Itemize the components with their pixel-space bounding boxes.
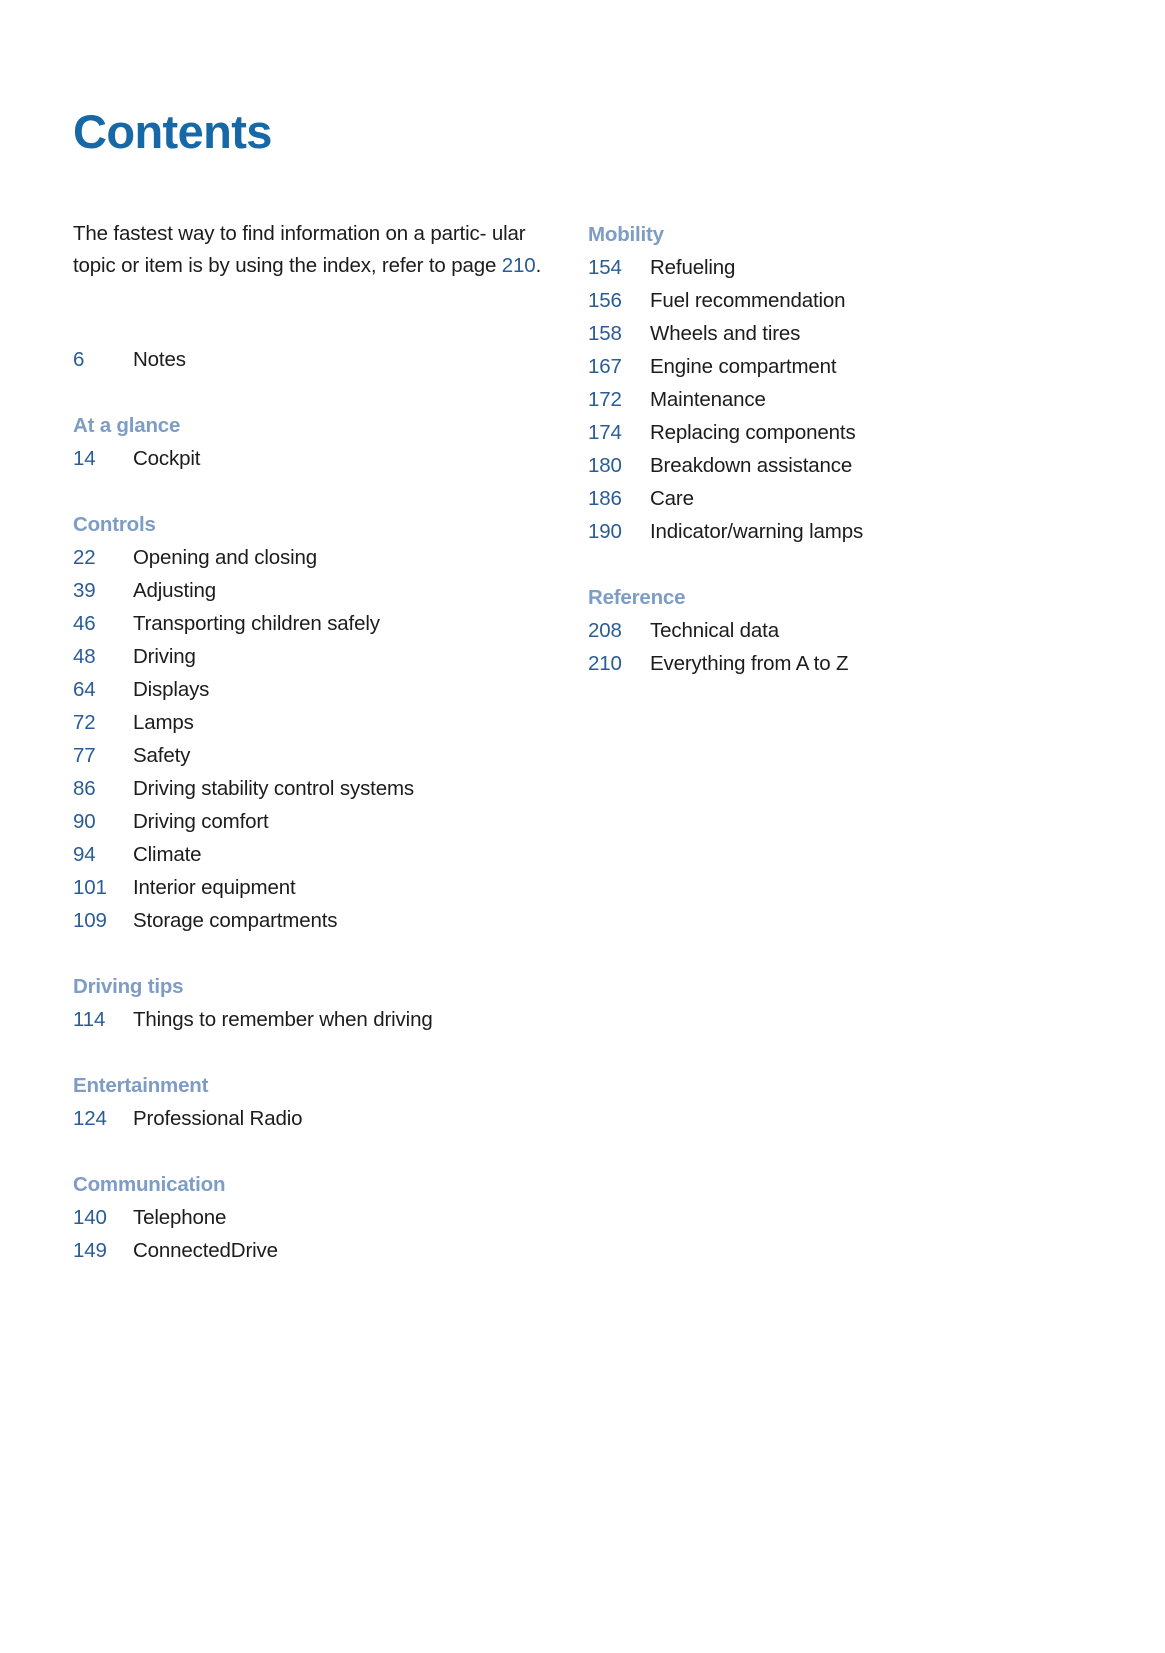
toc-entry-page-number: 156 [588, 289, 622, 312]
toc-entry-label: Cockpit [133, 447, 201, 470]
spacer [73, 1036, 551, 1069]
toc-entry-label: Climate [133, 843, 202, 866]
toc-entry-page-number: 186 [588, 487, 622, 510]
toc-entry-page-number: 124 [73, 1107, 107, 1130]
toc-entry[interactable] [588, 350, 1068, 383]
toc-entry[interactable] [588, 284, 1068, 317]
toc-left-sections [73, 376, 551, 1267]
toc-entry-label: Refueling [650, 256, 736, 279]
toc-entry-label: Wheels and tires [650, 322, 801, 345]
toc-right-sections [588, 218, 1068, 680]
toc-entry-page-number: 46 [73, 612, 96, 635]
toc-section [73, 508, 551, 937]
toc-entry-page-number: 154 [588, 256, 622, 279]
toc-entry-page-number: 149 [73, 1239, 107, 1262]
toc-entry-label: Indicator/warning lamps [650, 520, 864, 543]
toc-entry[interactable] [73, 706, 551, 739]
toc-entry-label: Storage compartments [133, 909, 338, 932]
toc-entry-label: Professional Radio [133, 1107, 303, 1130]
toc-entry-label: Things to remember when driving [133, 1008, 433, 1031]
toc-entry-page-number: 210 [588, 652, 622, 675]
toc-section [73, 1069, 551, 1135]
toc-entry-page-number: 101 [73, 876, 107, 899]
toc-entry-page-number: 174 [588, 421, 622, 444]
intro-line-3-prefix: page [451, 253, 502, 277]
toc-entry[interactable] [73, 607, 551, 640]
toc-entry[interactable] [73, 805, 551, 838]
toc-entry-label: Driving [133, 645, 196, 668]
toc-entry-page-number: 77 [73, 744, 96, 767]
spacer [73, 281, 551, 343]
toc-entry-page-number: 22 [73, 546, 96, 569]
toc-entry-label: Notes [133, 348, 186, 371]
spacer [73, 475, 551, 508]
toc-entry[interactable] [73, 1201, 551, 1234]
toc-entry-page-number: 72 [73, 711, 96, 734]
toc-entry-page-number: 158 [588, 322, 622, 345]
toc-entry-label: Everything from A to Z [650, 652, 849, 675]
toc-section [588, 218, 1068, 548]
toc-entry[interactable] [588, 251, 1068, 284]
toc-entry-label: Interior equipment [133, 876, 296, 899]
toc-entry-label: Engine compartment [650, 355, 837, 378]
contents-left-column [73, 218, 551, 1267]
toc-entry-page-number: 48 [73, 645, 96, 668]
toc-entry-label: ConnectedDrive [133, 1239, 278, 1262]
toc-entry-page-number: 180 [588, 454, 622, 477]
toc-entry-page-number: 90 [73, 810, 96, 833]
spacer [73, 937, 551, 970]
toc-entry[interactable] [73, 739, 551, 772]
intro-page-reference[interactable]: 210 [501, 253, 536, 277]
toc-entry-page-number: 208 [588, 619, 622, 642]
toc-entry-label: Displays [133, 678, 210, 701]
toc-entry-label: Replacing components [650, 421, 856, 444]
toc-section [73, 409, 551, 475]
toc-entry-page-number: 39 [73, 579, 96, 602]
toc-entry[interactable] [73, 574, 551, 607]
toc-entry-label: Breakdown assistance [650, 454, 853, 477]
toc-section-heading: At a glance [73, 414, 181, 437]
toc-section-heading: Reference [588, 586, 686, 609]
toc-section-heading: Mobility [588, 223, 664, 246]
intro-line-2: ular topic or item is by using the index, refer to [73, 222, 526, 277]
toc-entry[interactable] [73, 442, 551, 475]
toc-entry[interactable] [73, 871, 551, 904]
toc-entry[interactable] [588, 614, 1068, 647]
page-title: Contents [73, 105, 272, 158]
toc-entry-page-number: 114 [73, 1008, 106, 1031]
toc-entry[interactable] [588, 647, 1068, 680]
toc-entry[interactable] [588, 482, 1068, 515]
toc-entry-page-number: 167 [588, 355, 622, 378]
toc-entry[interactable] [73, 838, 551, 871]
toc-section-heading: Entertainment [73, 1074, 209, 1097]
toc-entry[interactable] [73, 673, 551, 706]
toc-section-heading: Controls [73, 513, 156, 536]
toc-section-heading: Communication [73, 1173, 226, 1196]
toc-entry-page-number: 6 [73, 348, 85, 371]
toc-entry[interactable] [588, 317, 1068, 350]
intro-line-3-suffix: . [535, 253, 542, 277]
contents-right-column [588, 218, 1068, 680]
toc-entry[interactable] [73, 772, 551, 805]
toc-entry-label: Lamps [133, 711, 194, 734]
toc-entry-label: Adjusting [133, 579, 216, 602]
spacer [588, 548, 1068, 581]
toc-entry-label: Telephone [133, 1206, 227, 1229]
toc-entry[interactable] [73, 1234, 551, 1267]
toc-entry[interactable] [588, 515, 1068, 548]
toc-entry[interactable] [73, 541, 551, 574]
toc-entry-label: Care [650, 487, 694, 510]
toc-entry-page-number: 86 [73, 777, 96, 800]
toc-entry[interactable] [73, 343, 551, 376]
toc-entry-page-number: 94 [73, 843, 96, 866]
toc-entry-label: Maintenance [650, 388, 766, 411]
toc-entry-label: Opening and closing [133, 546, 318, 569]
spacer [73, 1135, 551, 1168]
toc-entry-page-number: 64 [73, 678, 96, 701]
toc-section [588, 581, 1068, 680]
toc-entry[interactable] [73, 640, 551, 673]
toc-entry[interactable] [588, 416, 1068, 449]
toc-entry-page-number: 190 [588, 520, 622, 543]
spacer [73, 376, 551, 409]
toc-standalone-entries [73, 343, 551, 376]
toc-entry-label: Fuel recommendation [650, 289, 846, 312]
toc-entry-label: Driving comfort [133, 810, 269, 833]
toc-entry[interactable] [73, 1003, 551, 1036]
toc-entry[interactable] [588, 383, 1068, 416]
toc-entry-label: Technical data [650, 619, 779, 642]
toc-entry[interactable] [73, 1102, 551, 1135]
toc-entry-label: Transporting children safely [133, 612, 380, 635]
toc-entry-label: Safety [133, 744, 191, 767]
intro-line-1: The fastest way to find information on a partic- [73, 222, 487, 245]
toc-entry-page-number: 109 [73, 909, 107, 932]
intro-paragraph [73, 218, 545, 281]
toc-entry-page-number: 140 [73, 1206, 107, 1229]
toc-entry-label: Driving stability control systems [133, 777, 414, 800]
toc-section [73, 970, 551, 1036]
toc-section-heading: Driving tips [73, 975, 184, 998]
toc-entry[interactable] [588, 449, 1068, 482]
toc-entry[interactable] [73, 904, 551, 937]
toc-entry-page-number: 14 [73, 447, 96, 470]
toc-section [73, 1168, 551, 1267]
toc-entry-page-number: 172 [588, 388, 622, 411]
